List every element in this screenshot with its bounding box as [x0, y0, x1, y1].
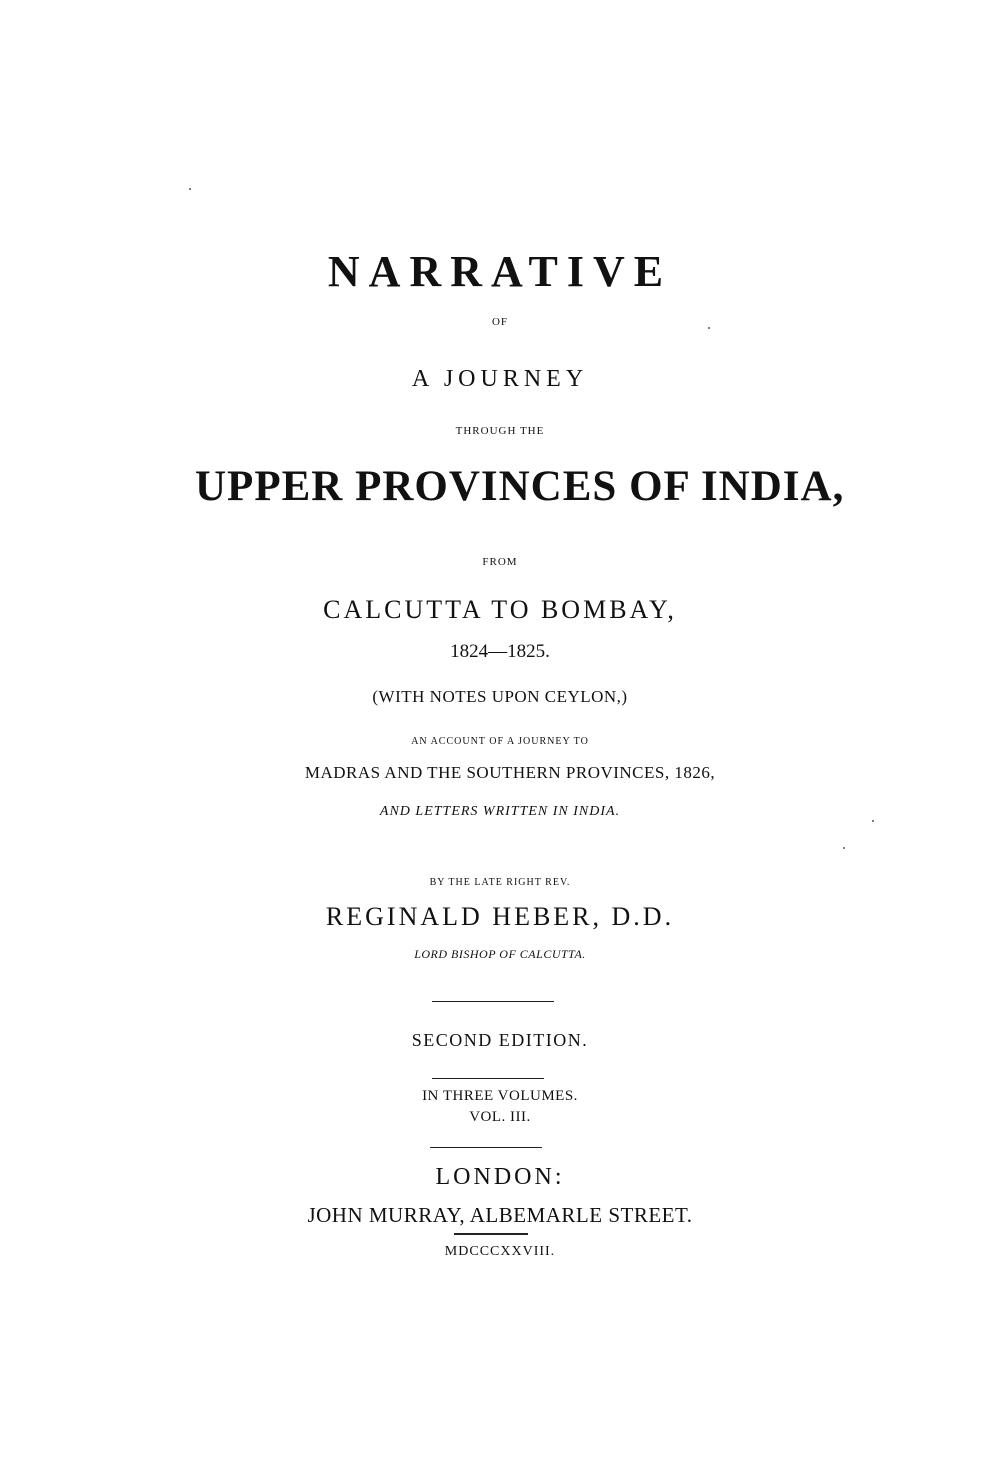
madras-line: MADRAS AND THE SOUTHERN PROVINCES, 1826,	[304, 763, 716, 782]
letters-line: AND LETTERS WRITTEN IN INDIA.	[379, 804, 621, 819]
subtitle-region: UPPER PROVINCES OF INDIA,	[195, 463, 845, 510]
account-label: AN ACCOUNT OF A JOURNEY TO	[411, 736, 589, 747]
edition-line: SECOND EDITION.	[411, 1030, 589, 1050]
of-label: OF	[491, 316, 509, 328]
volume-number: VOL. III.	[469, 1109, 531, 1125]
paper-speck	[708, 327, 710, 329]
divider-rule	[432, 1078, 544, 1079]
imprint-city: LONDON:	[435, 1164, 565, 1190]
divider-rule	[432, 1001, 554, 1002]
notes-line: (WITH NOTES UPON CEYLON,)	[372, 687, 628, 706]
from-label: FROM	[482, 556, 518, 568]
author-title: LORD BISHOP OF CALCUTTA.	[414, 947, 586, 961]
imprint-publisher: JOHN MURRAY, ALBEMARLE STREET.	[307, 1203, 693, 1227]
divider-rule	[430, 1147, 542, 1148]
journey-years: 1824—1825.	[450, 641, 550, 662]
through-label: THROUGH THE	[455, 425, 545, 437]
imprint-year: MDCCCXXVIII.	[444, 1244, 556, 1259]
by-line: BY THE LATE RIGHT REV.	[429, 877, 571, 888]
paper-speck	[843, 847, 845, 849]
author-name: REGINALD HEBER, D.D.	[325, 902, 675, 931]
subtitle-journey: A JOURNEY	[411, 366, 589, 392]
paper-speck	[189, 188, 191, 190]
subtitle-route: CALCUTTA TO BOMBAY,	[323, 595, 677, 624]
paper-speck	[872, 820, 874, 822]
book-title: NARRATIVE	[327, 247, 673, 296]
divider-rule	[454, 1233, 528, 1235]
volumes-line: IN THREE VOLUMES.	[422, 1088, 578, 1104]
